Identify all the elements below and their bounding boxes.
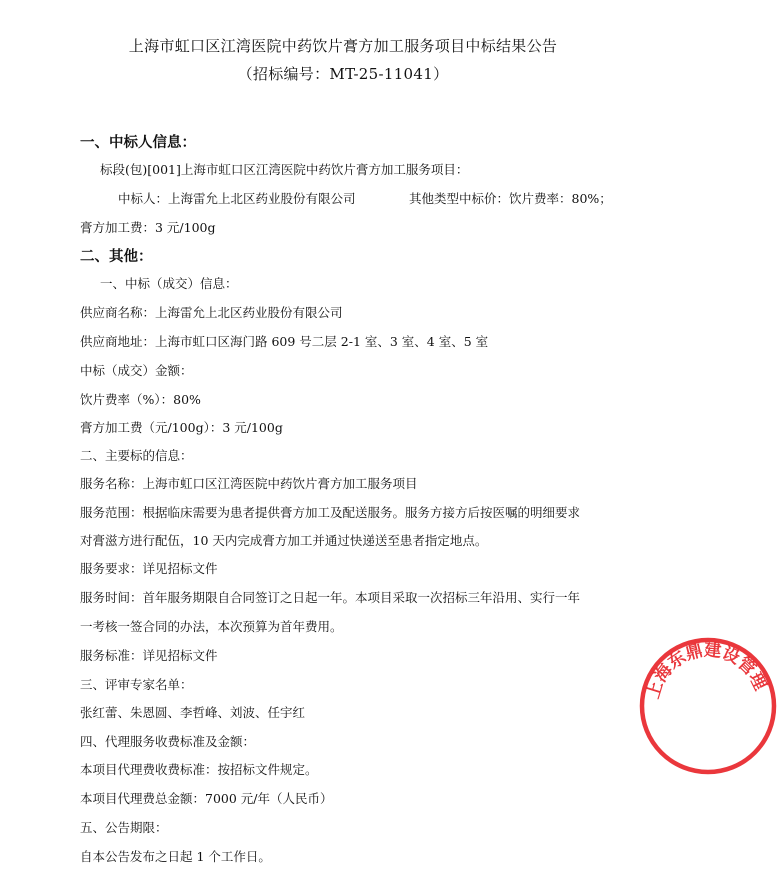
lot-line: 标段(包)[001]上海市虹口区江湾医院中药饮片膏方加工服务项目： bbox=[100, 162, 469, 177]
service-requirements: 服务要求：详见招标文件 bbox=[80, 561, 218, 576]
expert-list: 张红蕾、朱恩圆、李哲峰、刘波、任宇红 bbox=[80, 705, 306, 720]
sub-heading-notice-period: 五、公告期限： bbox=[80, 820, 168, 835]
service-time-line1: 服务时间：首年服务期限自合同签订之日起一年。本项目采取一次招标三年沿用、实行一年 bbox=[80, 590, 581, 605]
sub-heading-agency-fee: 四、代理服务收费标准及金额： bbox=[80, 734, 256, 749]
supplier-name: 供应商名称：上海雷允上北区药业股份有限公司 bbox=[80, 305, 343, 320]
agency-fee-standard: 本项目代理费收费标准：按招标文件规定。 bbox=[80, 762, 318, 777]
winner-line: 中标人：上海雷允上北区药业股份有限公司 bbox=[118, 191, 356, 206]
sub-heading-experts: 三、评审专家名单： bbox=[80, 677, 193, 692]
service-scope-line2: 对膏滋方进行配伍，10 天内完成膏方加工并通过快递送至患者指定地点。 bbox=[80, 533, 488, 548]
supplier-address: 供应商地址：上海市虹口区海门路 609 号二层 2-1 室、3 室、4 室、5 室 bbox=[80, 334, 489, 349]
service-time-line2: 一考核一签合同的办法，本次预算为首年费用。 bbox=[80, 619, 343, 634]
company-seal-stamp bbox=[638, 636, 778, 776]
agency-fee-total: 本项目代理费总金额：7000 元/年（人民币） bbox=[80, 791, 333, 806]
fee-rate: 饮片费率（%）：80% bbox=[80, 392, 201, 407]
sub-heading-main-subject: 二、主要标的信息： bbox=[80, 448, 193, 463]
award-amount-label: 中标（成交）金额： bbox=[80, 363, 193, 378]
section-heading-winner-info: 一、中标人信息： bbox=[80, 134, 196, 151]
service-scope-line1: 服务范围：根据临床需要为患者提供膏方加工及配送服务。服务方接方后按医嘱的明细要求 bbox=[80, 505, 581, 520]
seal-text: 上海东鼎建设管理 bbox=[643, 640, 770, 702]
section-heading-other: 二、其他： bbox=[80, 248, 153, 265]
paste-fee-line: 膏方加工费：3 元/100g bbox=[80, 220, 216, 235]
paste-fee: 膏方加工费（元/100g）：3 元/100g bbox=[80, 420, 283, 435]
document-title: 上海市虹口区江湾医院中药饮片膏方加工服务项目中标结果公告 bbox=[128, 37, 558, 55]
service-standard: 服务标准：详见招标文件 bbox=[80, 648, 218, 663]
notice-period: 自本公告发布之日起 1 个工作日。 bbox=[80, 849, 271, 864]
tender-number: （招标编号：MT-25-11041） bbox=[237, 65, 449, 83]
other-price-line: 其他类型中标价：饮片费率：80%； bbox=[409, 191, 612, 206]
service-name: 服务名称：上海市虹口区江湾医院中药饮片膏方加工服务项目 bbox=[80, 476, 418, 491]
sub-heading-award-info: 一、中标（成交）信息： bbox=[100, 276, 238, 291]
svg-text:上海东鼎建设管理 bbox=[642, 639, 770, 701]
